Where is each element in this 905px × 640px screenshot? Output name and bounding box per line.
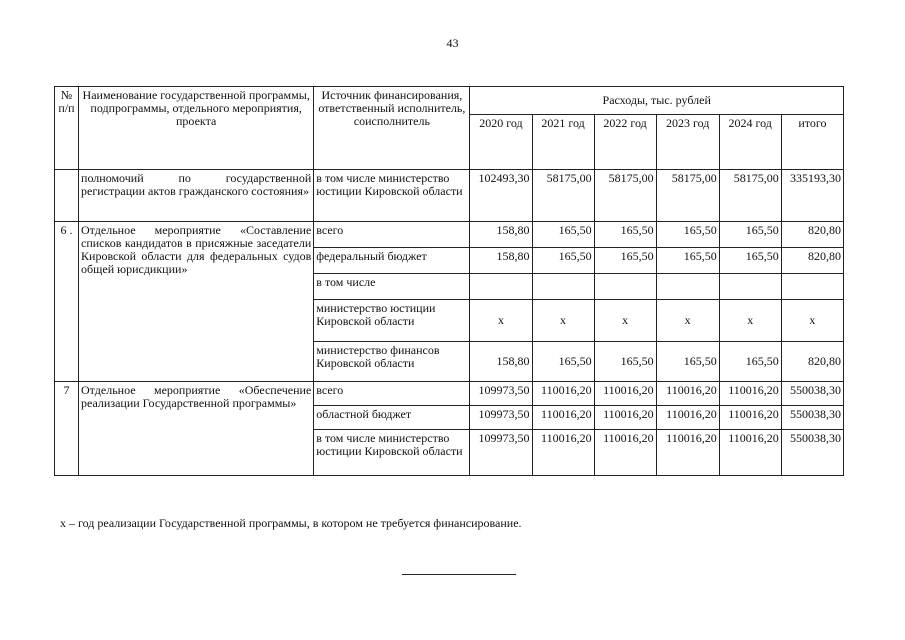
row-source: федеральный бюджет [314, 248, 470, 274]
row-source: всего [314, 222, 470, 248]
value-cell: 165,50 [594, 222, 656, 248]
value-cell: 165,50 [719, 248, 781, 274]
header-year-2023: 2023 год [656, 115, 719, 170]
header-year-2024: 2024 год [719, 115, 781, 170]
value-cell: 820,80 [781, 342, 843, 382]
value-cell: x [781, 300, 843, 342]
value-cell: 110016,20 [594, 430, 656, 476]
value-cell: 110016,20 [656, 430, 719, 476]
row-name: Отдельное мероприятие «Составление списков кандидатов в присяжные заседатели Кировской области для федеральных судов общей юрисдикции» [79, 222, 314, 382]
value-cell: 58175,00 [532, 170, 594, 222]
value-cell: 58175,00 [656, 170, 719, 222]
value-cell [781, 274, 843, 300]
row-number [55, 170, 79, 222]
header-year-2022: 2022 год [594, 115, 656, 170]
value-cell: 110016,20 [532, 430, 594, 476]
budget-table [54, 86, 844, 476]
value-cell: 550038,30 [781, 406, 843, 430]
value-cell: 165,50 [532, 222, 594, 248]
header-year-2021: 2021 год [532, 115, 594, 170]
table-row [55, 222, 844, 248]
value-cell: 110016,20 [719, 430, 781, 476]
value-cell: 58175,00 [719, 170, 781, 222]
value-cell: 110016,20 [656, 406, 719, 430]
row-source: министерство юстиции Кировской области [314, 300, 470, 342]
value-cell: x [532, 300, 594, 342]
row-number: 6 . [55, 222, 79, 382]
footer-divider [402, 574, 516, 575]
row-name: полномочий по государственной регистрации актов гражданского состояния» [79, 170, 314, 222]
value-cell: 165,50 [656, 342, 719, 382]
value-cell: 158,80 [470, 222, 532, 248]
page-number: 43 [446, 36, 459, 50]
value-cell: 165,50 [656, 222, 719, 248]
value-cell: 165,50 [532, 342, 594, 382]
row-source: всего [314, 382, 470, 406]
value-cell [719, 274, 781, 300]
value-cell: 109973,50 [470, 382, 532, 406]
value-cell [470, 274, 532, 300]
value-cell: 109973,50 [470, 430, 532, 476]
value-cell: 110016,20 [719, 406, 781, 430]
row-name: Отдельное мероприятие «Обеспечение реализации Государственной программы» [79, 382, 314, 476]
row-source: в том числе [314, 274, 470, 300]
value-cell: 110016,20 [719, 382, 781, 406]
footnote: х – год реализации Государственной программы, в котором не требуется финансирование. [60, 516, 522, 530]
header-col-source: Источник финансирования, ответственный исполнитель, соисполнитель [314, 87, 470, 170]
value-cell: 335193,30 [781, 170, 843, 222]
value-cell: 165,50 [594, 248, 656, 274]
value-cell: 165,50 [594, 342, 656, 382]
value-cell [594, 274, 656, 300]
table-row [55, 170, 844, 222]
value-cell: 550038,30 [781, 382, 843, 406]
value-cell: 110016,20 [594, 382, 656, 406]
value-cell: 820,80 [781, 248, 843, 274]
header-col-expenses: Расходы, тыс. рублей [470, 87, 844, 115]
value-cell: 165,50 [719, 222, 781, 248]
row-source: министерство финансов Кировской области [314, 342, 470, 382]
value-cell: 102493,30 [470, 170, 532, 222]
table-row [55, 382, 844, 406]
row-source: в том числе министерство юстиции Кировской области [314, 170, 470, 222]
value-cell: 165,50 [719, 342, 781, 382]
value-cell: x [719, 300, 781, 342]
value-cell: 110016,20 [532, 406, 594, 430]
row-source: в том числе министерство юстиции Кировской области [314, 430, 470, 476]
value-cell: x [594, 300, 656, 342]
header-year-2020: 2020 год [470, 115, 532, 170]
header-col-name: Наименование государственной программы, подпрограммы, отдельного мероприятия, проекта [79, 87, 314, 170]
value-cell: x [470, 300, 532, 342]
value-cell: 110016,20 [656, 382, 719, 406]
value-cell: 110016,20 [594, 406, 656, 430]
value-cell: 550038,30 [781, 430, 843, 476]
header-total: итого [781, 115, 843, 170]
value-cell: 158,80 [470, 248, 532, 274]
header-row [55, 87, 844, 115]
value-cell: 820,80 [781, 222, 843, 248]
value-cell [532, 274, 594, 300]
value-cell [656, 274, 719, 300]
value-cell: 109973,50 [470, 406, 532, 430]
row-source: областной бюджет [314, 406, 470, 430]
value-cell: 165,50 [656, 248, 719, 274]
value-cell: 158,80 [470, 342, 532, 382]
value-cell: 58175,00 [594, 170, 656, 222]
value-cell: 110016,20 [532, 382, 594, 406]
header-col-no: № п/п [55, 87, 79, 170]
row-number: 7 [55, 382, 79, 476]
value-cell: 165,50 [532, 248, 594, 274]
value-cell: x [656, 300, 719, 342]
